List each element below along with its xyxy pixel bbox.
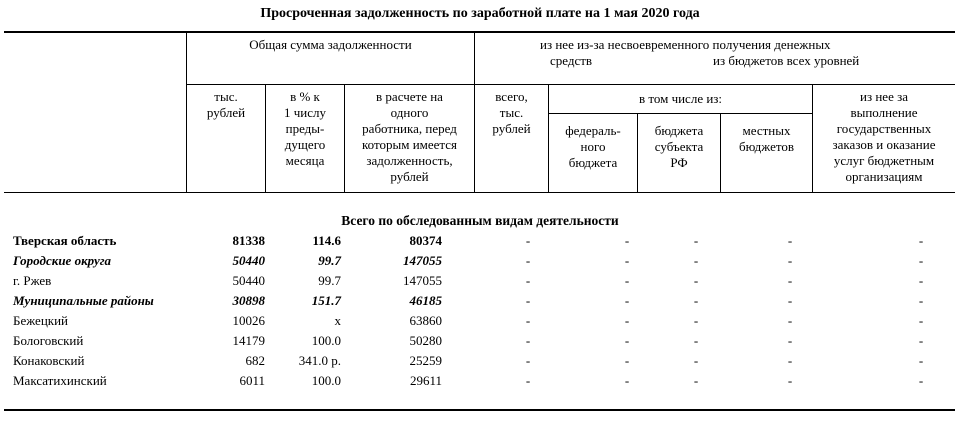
cell-subj: - [693, 273, 699, 288]
cell-local: - [787, 273, 793, 288]
cell-all: - [525, 313, 531, 328]
header-divider-level1 [186, 84, 955, 85]
cell-all: - [525, 273, 531, 288]
header-total-group: Общая сумма задолженности [249, 37, 412, 52]
cell-subj: - [693, 353, 699, 368]
cell-tys-rub: 30898 [232, 293, 265, 308]
cell-pct-prev-month: 341.0 р. [298, 353, 341, 368]
cell-fed: - [624, 313, 630, 328]
section-title: Всего по обследованным видам деятельности [341, 213, 619, 228]
cell-state: - [918, 313, 924, 328]
cell-pct-prev-month: 99.7 [318, 253, 341, 268]
table-row [0, 291, 960, 311]
cell-all: - [525, 353, 531, 368]
cell-per-worker: 25259 [409, 353, 442, 368]
header-untimely-line2a: средств [550, 53, 593, 68]
cell-fed: - [624, 233, 630, 248]
cell-local: - [787, 233, 793, 248]
cell-subj: - [693, 333, 699, 348]
header-col-state: из нее за выполнение государственных заказов и оказание услуг бюджетным организациям [832, 89, 936, 184]
cell-pct-prev-month: 100.0 [311, 333, 341, 348]
cell-pct-prev-month: 151.7 [311, 293, 341, 308]
cell-fed: - [624, 293, 630, 308]
cell-fed: - [624, 373, 630, 388]
cell-tys-rub: 10026 [232, 313, 265, 328]
header-divider-incl [548, 113, 812, 114]
table-row [0, 371, 960, 391]
cell-local: - [787, 293, 793, 308]
header-untimely-line2b: из бюджетов всех уровней [713, 53, 860, 68]
cell-state: - [918, 353, 924, 368]
header-col-subj: бюджета субъекта РФ [654, 123, 704, 170]
row-label: Бологовский [13, 333, 84, 348]
cell-state: - [918, 273, 924, 288]
cell-per-worker: 147055 [403, 253, 442, 268]
cell-local: - [787, 373, 793, 388]
cell-per-worker: 29611 [409, 373, 442, 388]
cell-all: - [525, 293, 531, 308]
table-row [0, 351, 960, 371]
row-label: Муниципальные районы [13, 293, 154, 308]
table-row [0, 251, 960, 271]
cell-per-worker: 63860 [409, 313, 442, 328]
table-row [0, 231, 960, 251]
table-row [0, 331, 960, 351]
table-row [0, 311, 960, 331]
cell-fed: - [624, 333, 630, 348]
header-col-pct: в % к 1 числу преды- дущего месяца [283, 89, 326, 168]
header-untimely-line1: из нее из-за несвоевременного получения денежных [540, 37, 831, 52]
row-label: Бежецкий [13, 313, 69, 328]
cell-all: - [525, 373, 531, 388]
cell-tys-rub: 6011 [239, 373, 265, 388]
cell-tys-rub: 14179 [232, 333, 265, 348]
top-rule [4, 31, 955, 33]
header-bottom-rule [4, 192, 955, 193]
cell-tys-rub: 682 [245, 353, 265, 368]
header-col-local: местных бюджетов [738, 123, 794, 154]
cell-subj: - [693, 233, 699, 248]
cell-state: - [918, 253, 924, 268]
cell-subj: - [693, 253, 699, 268]
cell-per-worker: 147055 [403, 273, 442, 288]
header-col-tys: тыс. рублей [206, 89, 246, 120]
header-col-all: всего, тыс. рублей [492, 89, 531, 136]
cell-state: - [918, 293, 924, 308]
cell-state: - [918, 233, 924, 248]
table-row [0, 271, 960, 291]
header-col-avg: в расчете на одного работника, перед которым имеется задолженность, рублей [361, 89, 458, 184]
cell-all: - [525, 253, 531, 268]
cell-per-worker: 80374 [409, 233, 442, 248]
row-label: г. Ржев [13, 273, 52, 288]
cell-per-worker: 46185 [409, 293, 442, 308]
cell-tys-rub: 50440 [232, 253, 265, 268]
cell-local: - [787, 253, 793, 268]
cell-subj: - [693, 293, 699, 308]
header-incl-group: в том числе из: [638, 91, 723, 106]
cell-pct-prev-month: 100.0 [311, 373, 341, 388]
cell-all: - [525, 333, 531, 348]
row-label: Тверская область [13, 233, 117, 248]
cell-fed: - [624, 353, 630, 368]
cell-local: - [787, 353, 793, 368]
header-col-fed: федераль- ного бюджета [565, 123, 621, 170]
row-label: Максатихинский [13, 373, 107, 388]
cell-tys-rub: 50440 [232, 273, 265, 288]
cell-pct-prev-month: 114.6 [312, 233, 341, 248]
row-label: Городские округа [13, 253, 112, 268]
table-title: Просроченная задолженность по заработной плате на 1 мая 2020 года [260, 6, 700, 21]
cell-state: - [918, 373, 924, 388]
cell-pct-prev-month: 99.7 [318, 273, 341, 288]
cell-local: - [787, 333, 793, 348]
cell-all: - [525, 233, 531, 248]
row-label: Конаковский [13, 353, 85, 368]
bottom-rule [4, 409, 955, 411]
cell-fed: - [624, 273, 630, 288]
cell-local: - [787, 313, 793, 328]
cell-subj: - [693, 313, 699, 328]
cell-tys-rub: 81338 [232, 233, 265, 248]
cell-subj: - [693, 373, 699, 388]
cell-state: - [918, 333, 924, 348]
cell-fed: - [624, 253, 630, 268]
cell-pct-prev-month: х [334, 313, 341, 328]
cell-per-worker: 50280 [409, 333, 442, 348]
